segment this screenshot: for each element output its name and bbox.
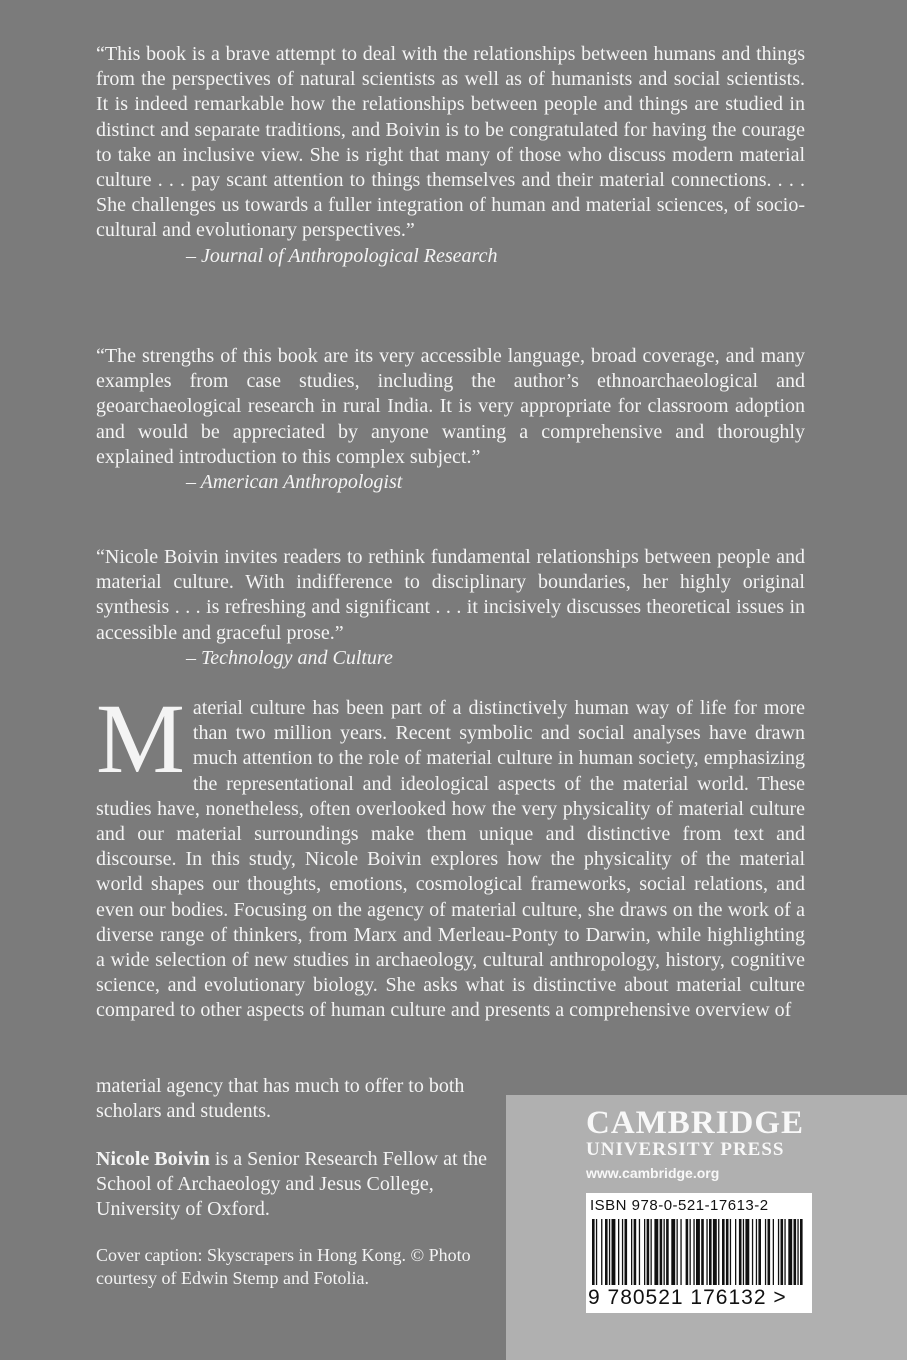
description-tail: material agency that has much to offer to both scholars and students.	[96, 1075, 465, 1123]
description-text: aterial culture has been part of a distinctively human way of life for more than two million years. Recent symbolic and social analyses have drawn much attention to the role of material culture in human society, emphasizing the representational and ideological aspects of the material world. These studies have, nonetheless, often overlooked how the very physicality of material culture and our material surroundings make them unique and distinctive from text and discourse. In this study, Nicole Boivin explores how the physicality of the material world shapes our thoughts, emotions, cosmological frameworks, social relations, and even our bodies. Focusing on the agency of material culture, she draws on the work of a diverse range of thinkers, from Marx and Merleau-Ponty to Darwin, while highlighting a wide selection of new studies in archaeology, cultural anthropology, history, cognitive science, and evolutionary biology. She asks what is distinctive about material culture compared to other aspects of human culture and presents a comprehensive overview of	[96, 697, 805, 1022]
review-text: “Nicole Boivin invites readers to rethink fundamental relationships between people and material culture. With indifference to disciplinary boundaries, her highly original synthesis . . . is refreshing and significant . . . it incisively discusses theoretical issues in accessible and graceful prose.”	[96, 546, 805, 644]
publisher-logo: CAMBRIDGE	[586, 1105, 805, 1141]
review-source: – Journal of Anthropological Research	[186, 244, 498, 267]
publisher-subtitle: UNIVERSITY PRESS	[586, 1139, 785, 1160]
cover-caption: Cover caption: Skyscrapers in Hong Kong. © Photo courtesy of Edwin Stemp and Fotolia.	[96, 1245, 471, 1288]
barcode-digits: 9 780521 176132 >	[588, 1286, 787, 1309]
review-quote-3	[96, 545, 805, 671]
author-bio-text: is a Senior Research Fellow at the School of Archaeology and Jesus College, University of Oxford.	[96, 1148, 488, 1221]
publisher-panel	[506, 1095, 907, 1360]
author-bio	[96, 1147, 501, 1223]
drop-cap: M	[96, 683, 185, 794]
publisher-url: www.cambridge.org	[586, 1165, 720, 1181]
review-source: – American Anthropologist	[186, 471, 403, 494]
review-source: – Technology and Culture	[186, 646, 393, 669]
review-text: “The strengths of this book are its very accessible language, broad coverage, and many examples from case studies, including the author’s ethnoarchaeological and geoarchaeological research in rural India. It is very appropriate for classroom adoption and would be appreciated by anyone wanting a comprehensive and thoroughly explained introduction to this complex subject.”	[96, 345, 805, 468]
review-quote-1	[96, 42, 805, 269]
isbn-number: ISBN 978-0-521-17613-2	[590, 1197, 769, 1214]
barcode-label	[586, 1193, 812, 1313]
review-quote-2	[96, 344, 805, 495]
book-description	[96, 683, 805, 1024]
author-name: Nicole Boivin	[96, 1148, 210, 1170]
review-text: “This book is a brave attempt to deal with the relationships between humans and things from the perspectives of natural scientists as well as of humanists and social scientists. It is indeed remarkable how the relationships between people and things are studied in distinct and separate traditions, and Boivin is to be congratulated for having the courage to take an inclusive view. She is right that many of those who discuss modern material culture . . . pay scant attention to things themselves and their material connections. . . . She challenges us towards a fuller integration of human and material sciences, of socio-cultural and evolutionary perspectives.”	[96, 43, 805, 242]
barcode-icon	[590, 1219, 808, 1285]
